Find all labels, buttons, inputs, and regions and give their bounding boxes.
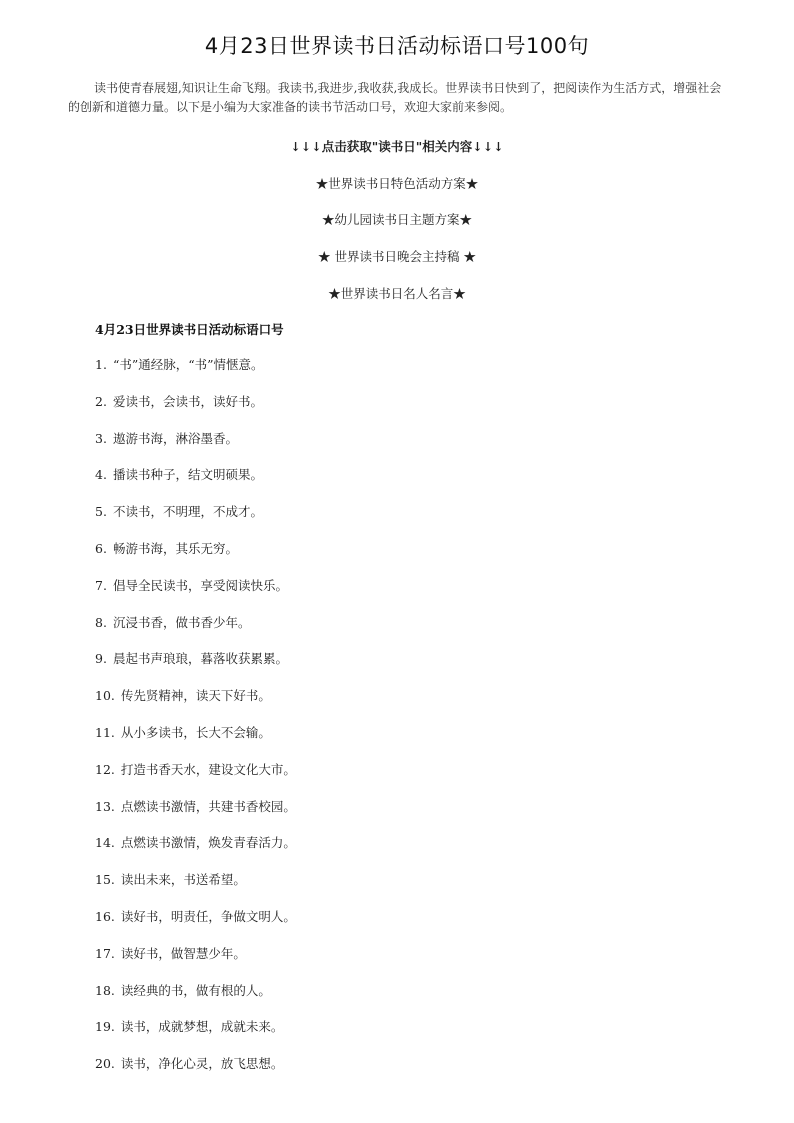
slogan-list [95,357,296,1093]
link-host-script[interactable]: ★ 世界读书日晚会主持稿 ★ [318,249,476,264]
link-activity-plan[interactable]: ★世界读书日特色活动方案★ [315,176,479,191]
item-number: 4. [95,467,107,483]
item-number: 19. [95,1019,115,1035]
item-text: 读书，净化心灵，放飞思想。 [120,1056,284,1072]
item-number: 16. [95,908,115,924]
item-text: 不读书，不明理，不成才。 [112,504,263,520]
list-item [95,688,296,725]
item-text: 读出未来，书送希望。 [120,872,246,888]
item-text: “书”通经脉，“书”情惬意。 [112,357,264,372]
item-number: 18. [95,982,115,998]
link-famous-quotes[interactable]: ★世界读书日名人名言★ [328,286,466,301]
item-number: 12. [95,761,115,777]
list-item [95,357,296,394]
list-item [95,835,296,872]
item-number: 6. [95,540,107,556]
list-item [95,615,296,652]
list-item [95,394,296,431]
list-item [95,725,296,762]
list-item [95,983,296,1020]
list-item [95,504,296,541]
list-item [95,541,296,578]
item-text: 倡导全民读书，享受阅读快乐。 [112,577,288,593]
section-heading: 4月23日世界读书日活动标语口号 [95,322,284,337]
item-text: 点燃读书激情，焕发青春活力。 [120,835,296,851]
item-text: 从小多读书，长大不会输。 [120,724,271,740]
list-item [95,872,296,909]
list-item [95,799,296,836]
item-text: 读好书，做智慧少年。 [120,945,246,961]
item-number: 3. [95,430,107,446]
link-kindergarten-plan[interactable]: ★幼儿园读书日主题方案★ [321,212,472,227]
item-text: 传先贤精神，读天下好书。 [120,688,271,704]
list-item [95,1056,296,1093]
item-number: 20. [95,1056,115,1072]
item-text: 点燃读书激情，共建书香校园。 [120,798,296,814]
item-text: 遨游书海，淋浴墨香。 [112,430,238,446]
item-number: 5. [95,504,107,520]
list-item [95,946,296,983]
list-item [95,762,296,799]
list-item [95,1019,296,1056]
item-number: 15. [95,872,115,888]
list-item [95,467,296,504]
item-number: 9. [95,651,107,667]
list-item [95,578,296,615]
item-text: 打造书香天水，建设文化大市。 [120,761,296,777]
list-item [95,909,296,946]
item-number: 2. [95,393,107,409]
item-text: 读书，成就梦想，成就未来。 [120,1019,284,1035]
list-item [95,431,296,468]
item-number: 13. [95,798,115,814]
item-number: 17. [95,945,115,961]
item-number: 10. [95,688,115,704]
item-text: 晨起书声琅琅，暮落收获累累。 [112,651,288,667]
item-text: 读好书，明责任，争做文明人。 [120,908,296,924]
item-number: 11. [95,724,115,740]
list-item [95,651,296,688]
item-text: 播读书种子，结文明硕果。 [112,467,263,483]
item-text: 读经典的书，做有根的人。 [120,982,271,998]
related-content-prompt: ↓↓↓点击获取"读书日"相关内容↓↓↓ [290,139,504,154]
item-number: 7. [95,577,107,593]
item-number: 8. [95,614,107,630]
item-text: 畅游书海，其乐无穷。 [112,540,238,556]
page-title: 4月23日世界读书日活动标语口号100句 [204,34,590,58]
intro-paragraph: 读书使青春展翅,知识让生命飞翔。我读书,我进步,我收获,我成长。世界读书日快到了，把阅读作为生活方式，增强社会的创新和道德力量。以下是小编为大家准备的读书节活动口号，欢迎大家前来参阅。 [68,81,722,114]
item-text: 爱读书，会读书，读好书。 [112,393,263,409]
item-text: 沉浸书香，做书香少年。 [112,614,251,630]
item-number: 14. [95,835,115,851]
item-number: 1. [95,357,107,372]
